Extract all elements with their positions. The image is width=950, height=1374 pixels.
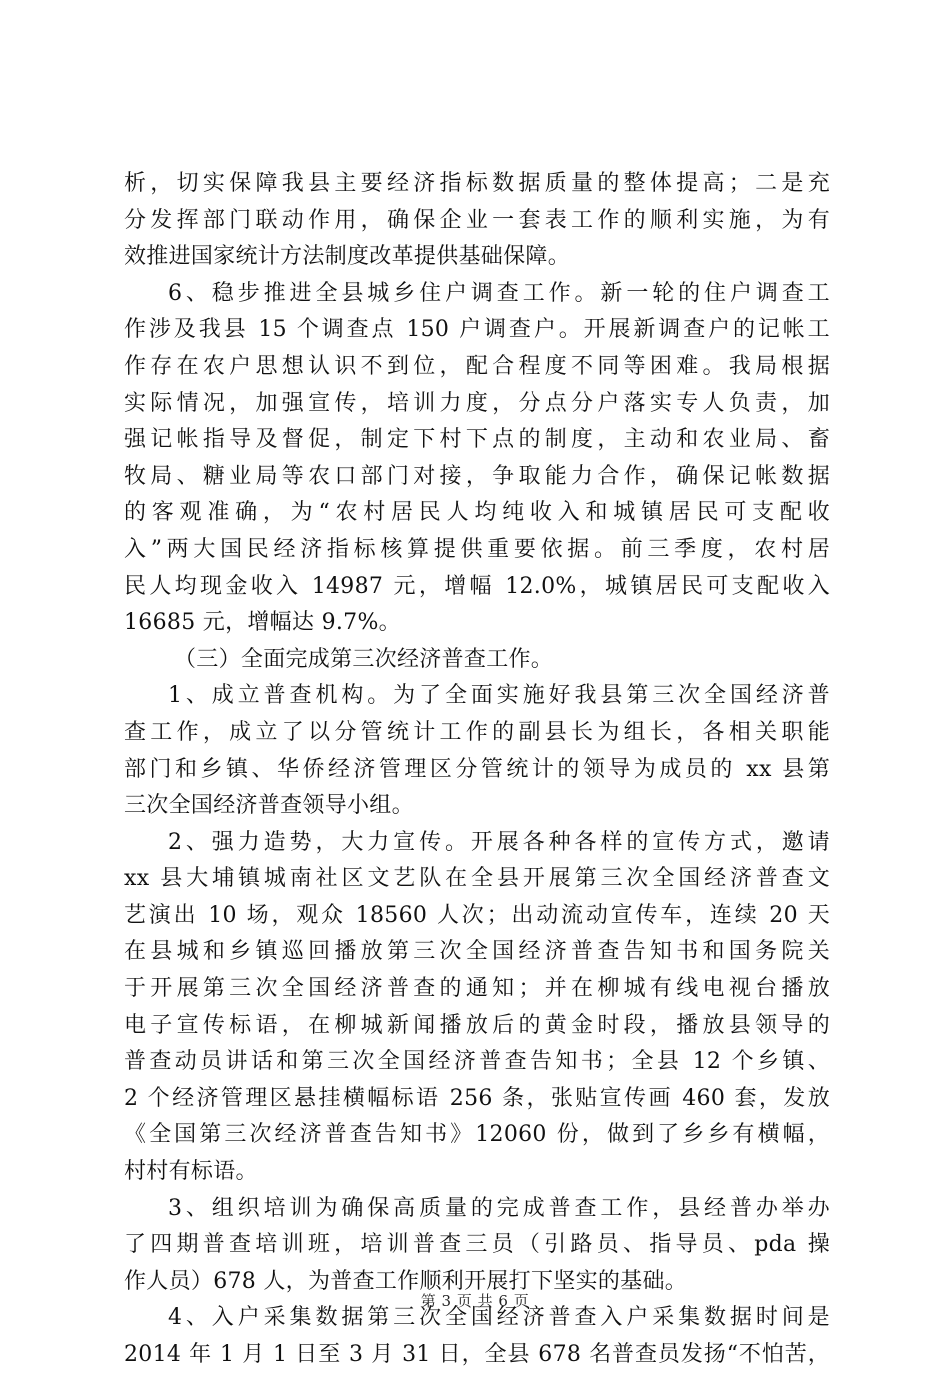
text-line: 3、组织培训为确保高质量的完成普查工作，县经普办举办 xyxy=(168,1195,830,1221)
text-line: 2 个经济管理区悬挂横幅标语 256 条，张贴宣传画 460 套，发放 xyxy=(124,1085,830,1111)
text-line: 的客观准确，为“农村居民人均纯收入和城镇居民可支配收 xyxy=(124,500,830,526)
text-line: 分发挥部门联动作用，确保企业一套表工作的顺利实施，为有 xyxy=(124,207,830,233)
text-line: 效推进国家统计方法制度改革提供基础保障。 xyxy=(124,244,571,270)
text-line: 部门和乡镇、华侨经济管理区分管统计的领导为成员的 xx 县第 xyxy=(124,756,830,782)
text-line: 入”两大国民经济指标核算提供重要依据。前三季度，农村居 xyxy=(124,536,830,562)
text-line: 普查动员讲话和第三次全国经济普查告知书；全县 12 个乡镇、 xyxy=(124,1049,830,1075)
text-line: 4、入户采集数据第三次全国经济普查入户采集数据时间是 xyxy=(168,1305,830,1331)
text-line: 析，切实保障我县主要经济指标数据质量的整体提高；二是充 xyxy=(124,171,830,196)
text-line: 16685 元，增幅达 9.7%。 xyxy=(124,610,401,636)
text-line: 艺演出 10 场，观众 18560 人次；出动流动宣传车，连续 20 天 xyxy=(124,902,830,928)
text-line: 了四期普查培训班，培训普查三员（引路员、指导员、pda 操 xyxy=(124,1232,830,1258)
text-line: 于开展第三次全国经济普查的通知；并在柳城有线电视台播放 xyxy=(124,976,830,1002)
text-line: 强记帐指导及督促，制定下村下点的制度，主动和农业局、畜 xyxy=(124,427,830,453)
text-line: 实际情况，加强宣传，培训力度，分点分户落实专人负责，加 xyxy=(124,390,830,416)
text-line: 作人员）678 人，为普查工作顺利开展打下坚实的基础。 xyxy=(124,1268,688,1294)
text-line: 2、强力造势，大力宣传。开展各种各样的宣传方式，邀请 xyxy=(168,829,830,855)
text-line: 电子宣传标语，在柳城新闻播放后的黄金时段，播放县领导的 xyxy=(124,1012,830,1038)
text-line: 牧局、糖业局等农口部门对接，争取能力合作，确保记帐数据 xyxy=(124,463,830,489)
text-line: （三）全面完成第三次经济普查工作。 xyxy=(174,646,554,672)
text-line: 三次全国经济普查领导小组。 xyxy=(124,793,414,819)
text-line: 在县城和乡镇巡回播放第三次全国经济普查告知书和国务院关 xyxy=(124,939,830,965)
document-body xyxy=(124,166,830,1374)
text-line: 查工作，成立了以分管统计工作的副县长为组长，各相关职能 xyxy=(124,719,830,745)
text-line: 1、成立普查机构。为了全面实施好我县第三次全国经济普 xyxy=(168,683,830,709)
text-line: 6、稳步推进全县城乡住户调查工作。新一轮的住户调查工 xyxy=(168,280,830,306)
text-line: 《全国第三次经济普查告知书》12060 份，做到了乡乡有横幅， xyxy=(124,1122,830,1148)
text-line: 作存在农户思想认识不到位，配合程度不同等困难。我局根据 xyxy=(124,353,830,379)
text-line: xx 县大埔镇城南社区文艺队在全县开展第三次全国经济普查文 xyxy=(124,866,830,892)
page-footer: 第 3 页 共 6 页 xyxy=(420,1292,530,1310)
text-line: 民人均现金收入 14987 元，增幅 12.0%，城镇居民可支配收入 xyxy=(124,573,830,599)
text-line: 作涉及我县 15 个调查点 150 户调查户。开展新调查户的记帐工 xyxy=(124,317,830,343)
text-line: 2014 年 1 月 1 日至 3 月 31 日，全县 678 名普查员发扬“不怕苦， xyxy=(124,1342,830,1367)
text-line: 村村有标语。 xyxy=(124,1159,258,1185)
